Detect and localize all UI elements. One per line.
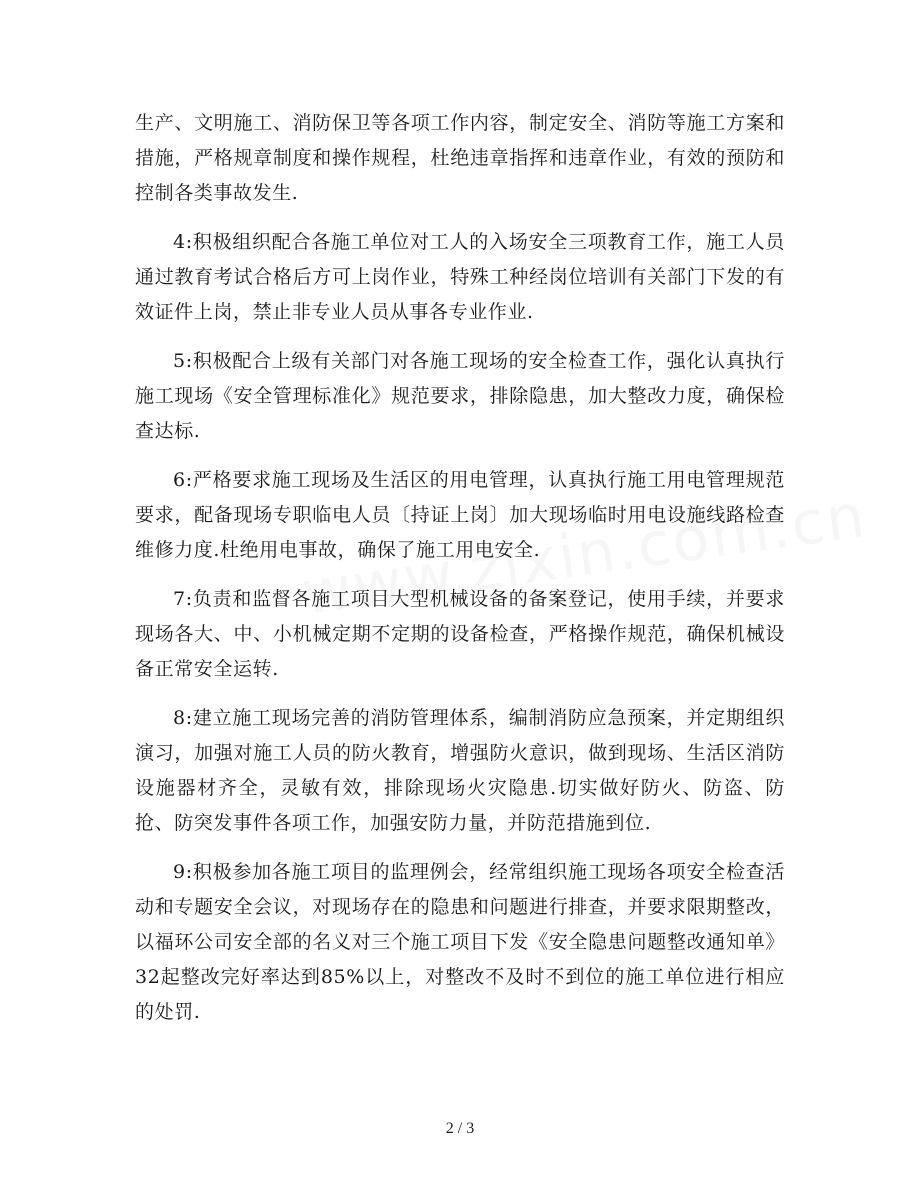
paragraph-item-9: 9:积极参加各施工项目的监理例会，经常组织施工现场各项安全检查活动和专题安全会议，对现场存在的隐患和问题进行排查，并要求限期整改，以福环公司安全部的名义对三个施工项目下发《安全隐患问题整改通知单》32起整改完好率达到85%以上，对整改不及时不到位的施工单位进行相应的处罚.: [135, 861, 785, 1023]
paragraph-item-8: 8:建立施工现场完善的消防管理体系，编制消防应急预案，并定期组织演习，加强对施工人员的防火教育，增强防火意识，做到现场、生活区消防设施器材齐全，灵敏有效，排除现场火灾隐患.切实做好防火、防盗、防抢、防突发事件各项工作，加强安防力量，并防范措施到位.: [135, 707, 785, 834]
paragraph-item-6: 6:严格要求施工现场及生活区的用电管理，认真执行施工用电管理规范要求，配备现场专职临电人员〔持证上岗〕加大现场临时用电设施线路检查维修力度.杜绝用电事故，确保了施工用电安全.: [135, 469, 785, 561]
paragraph-item-4: 4:积极组织配合各施工单位对工人的入场安全三项教育工作，施工人员通过教育考试合格后方可上岗作业，特殊工种经岗位培训有关部门下发的有效证件上岗，禁止非专业人员从事各专业作业.: [135, 231, 785, 323]
paragraph-item-5: 5:积极配合上级有关部门对各施工现场的安全检查工作，强化认真执行施工现场《安全管理标准化》规范要求，排除隐患，加大整改力度，确保检查达标.: [135, 350, 785, 442]
document-body: [135, 106, 785, 1030]
paragraph-continued: 生产、文明施工、消防保卫等各项工作内容，制定安全、消防等施工方案和措施，严格规章制度和操作规程，杜绝违章指挥和违章作业，有效的预防和控制各类事故发生.: [135, 112, 785, 204]
page-number: 2 / 3: [445, 1120, 475, 1137]
paragraph-item-7: 7:负责和监督各施工项目大型机械设备的备案登记，使用手续，并要求现场各大、中、小机械定期不定期的设备检查，严格操作规范，确保机械设备正常安全运转.: [135, 588, 785, 680]
